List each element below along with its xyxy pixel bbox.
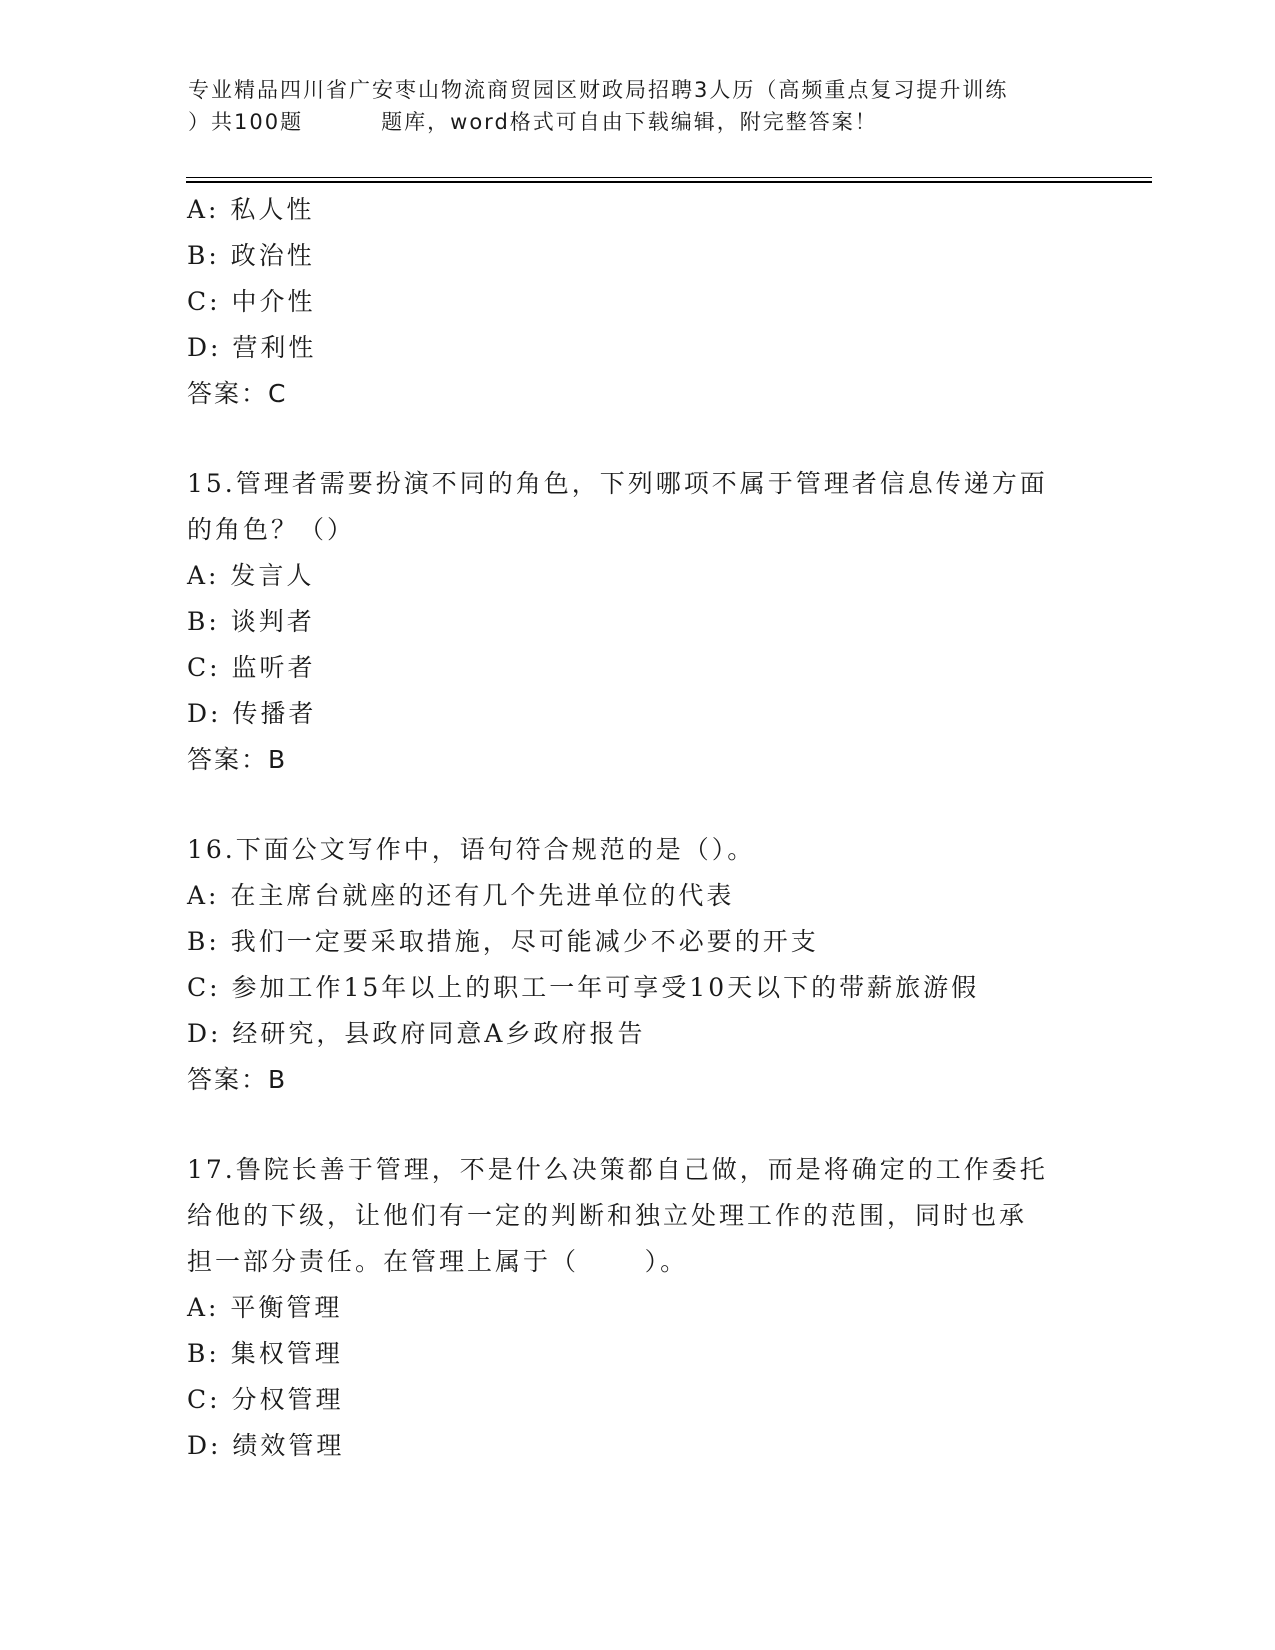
option-b: B: 我们一定要采取措施，尽可能减少不必要的开支 (187, 927, 819, 956)
header-title-line-2: ）共100题 题库，word格式可自由下载编辑，附完整答案！ (188, 110, 878, 134)
option-b: B: 政治性 (187, 241, 315, 270)
option-d: D: 绩效管理 (187, 1431, 345, 1460)
question-stem-line: 的角色？（） (187, 515, 356, 544)
question-content (187, 187, 1087, 1469)
answer-line: 答案：C (187, 379, 288, 408)
question-17 (187, 1147, 1087, 1469)
option-c: C: 监听者 (187, 653, 316, 682)
question-stem-line: 担一部分责任。在管理上属于（ ）。 (187, 1247, 689, 1276)
header-rule-thin (186, 177, 1152, 178)
question-16 (187, 827, 1087, 1103)
option-d: D: 传播者 (187, 699, 317, 728)
option-a: A: 发言人 (187, 561, 315, 590)
question-stem-line: 给他的下级，让他们有一定的判断和独立处理工作的范围，同时也承 (187, 1201, 1028, 1230)
option-c: C: 分权管理 (187, 1385, 344, 1414)
question-14 (187, 187, 1087, 417)
spacer (187, 783, 1087, 827)
option-d: D: 营利性 (187, 333, 317, 362)
header-rule-thick (186, 181, 1152, 183)
answer-line: 答案：B (187, 745, 288, 774)
document-header (188, 74, 1088, 138)
answer-line: 答案：B (187, 1065, 288, 1094)
option-a: A: 私人性 (187, 195, 315, 224)
option-b: B: 集权管理 (187, 1339, 343, 1368)
option-a: A: 在主席台就座的还有几个先进单位的代表 (187, 881, 735, 910)
question-stem-line: 17.鲁院长善于管理，不是什么决策都自己做，而是将确定的工作委托 (187, 1155, 1048, 1184)
option-c: C: 中介性 (187, 287, 316, 316)
option-c: C: 参加工作15年以上的职工一年可享受10天以下的带薪旅游假 (187, 973, 980, 1002)
option-b: B: 谈判者 (187, 607, 315, 636)
header-title-line-1: 专业精品四川省广安枣山物流商贸园区财政局招聘3人历（高频重点复习提升训练 (188, 78, 1009, 102)
question-15 (187, 461, 1087, 783)
option-d: D: 经研究，县政府同意A乡政府报告 (187, 1019, 646, 1048)
question-stem-line: 16.下面公文写作中，语句符合规范的是（）。 (187, 835, 756, 864)
spacer (187, 417, 1087, 461)
spacer (187, 1103, 1087, 1147)
question-stem-line: 15.管理者需要扮演不同的角色，下列哪项不属于管理者信息传递方面 (187, 469, 1048, 498)
option-a: A: 平衡管理 (187, 1293, 343, 1322)
